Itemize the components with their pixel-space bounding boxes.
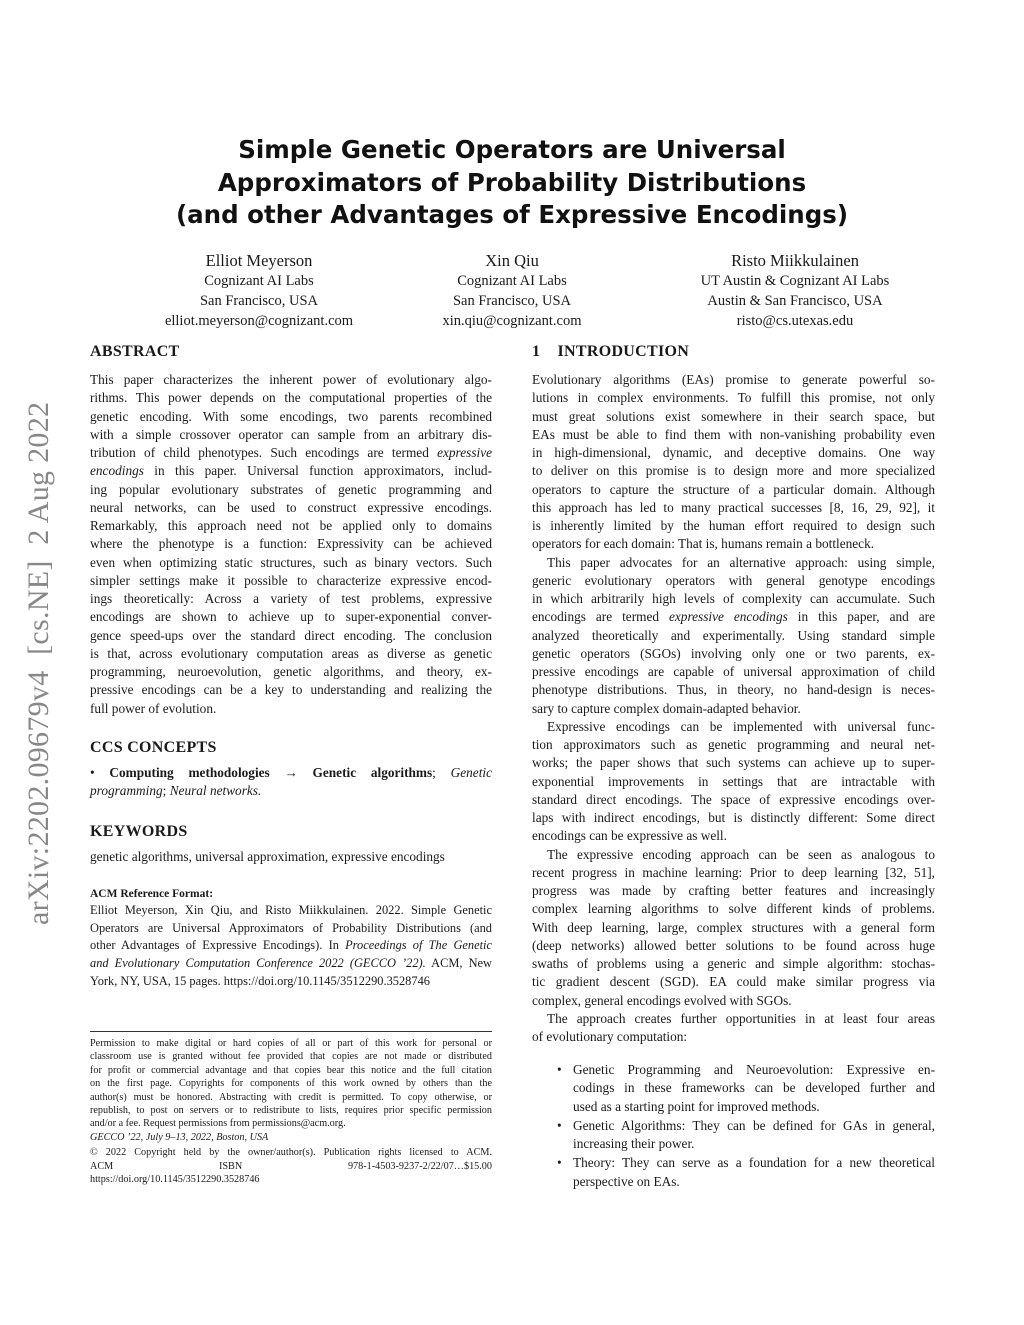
text-line: generic evolutionary operators with general genotype encodings	[532, 572, 935, 588]
text-line: laps with indirect encodings, but is distinctly different: Some direct	[532, 810, 935, 825]
abstract-body	[90, 371, 492, 718]
paragraph	[532, 554, 935, 718]
footnote	[90, 1037, 492, 1186]
text-line: on the first page. Copyrights for components of this work owned by others than the	[90, 1078, 492, 1090]
acm-reference-body	[90, 902, 492, 990]
title-line: Simple Genetic Operators are Universal	[238, 135, 786, 164]
text-line	[90, 444, 492, 462]
text-line: The expressive encoding approach can be seen as analogous to	[547, 846, 935, 862]
text-line: phenotype distributions. Thus, in theory, no hand-design is neces-	[532, 682, 935, 698]
text-line: York, NY, USA, 15 pages. https://doi.org/10.1145/3512290.3528746	[90, 973, 430, 988]
author-affiliation: UT Austin & Cognizant AI Labs	[700, 273, 890, 289]
text-line: for profit or commercial advantage and that copies bear this notice and the full citation	[90, 1064, 492, 1076]
text-segment: •	[90, 765, 110, 780]
paragraph	[532, 718, 935, 846]
text-line: codings in these frameworks can be developed further and	[573, 1080, 935, 1096]
acm-reference-heading: ACM Reference Format:	[90, 888, 214, 900]
text-line: and/or a fee. Request permissions from permissions@acm.org.	[90, 1118, 346, 1130]
text-line	[90, 955, 492, 973]
text-line: recent progress in machine learning: Prior to deep learning [32, 51],	[532, 864, 935, 880]
text-line: pressive encodings can be a key to understanding and realizing the	[90, 682, 492, 698]
text-line: encodings are shown to achieve up to super-exponential conver-	[90, 609, 492, 625]
contribution-list	[532, 1061, 935, 1192]
text-line: Evolutionary algorithms (EAs) promise to generate powerful so-	[532, 372, 935, 387]
conference-info: GECCO ’22, July 9–13, 2022, Boston, USA	[90, 1131, 269, 1143]
abstract-heading: ABSTRACT	[90, 343, 180, 360]
text-line: operators to capture the structure of a particular domain. Although	[532, 481, 935, 497]
author-email: xin.qiu@cognizant.com	[442, 313, 582, 329]
text-line: Operators are Universal Approximators of Probability Distributions (and	[90, 920, 492, 935]
text-segment: Computing methodologies → Genetic algorithms	[109, 765, 433, 780]
text-line: EAs must be able to find them with non-vanishing probability even	[532, 426, 935, 442]
text-segment: encodings are termed	[532, 609, 669, 625]
text-line: standard direct encodings. The space of expressive encodings over-	[532, 791, 935, 807]
paragraph	[532, 1010, 935, 1047]
text-line: ings theoretically: Across a variety of test problems, expressive	[90, 591, 492, 606]
text-line: tic gradient descent (SGD). EA could make similar progress via	[532, 974, 935, 990]
author-affiliation: Cognizant AI Labs	[457, 273, 567, 289]
text-line: even when optimizing static structures, such as binary vectors. Such	[90, 554, 492, 570]
ccs-body	[90, 764, 492, 801]
text-line: https://doi.org/10.1145/3512290.3528746	[90, 1173, 260, 1185]
text-line: (deep networks) allowed better solutions to be found across huge	[532, 937, 935, 953]
text-segment: expressive encodings	[669, 609, 788, 625]
text-segment: ;	[432, 765, 451, 780]
text-line: rithms. This power depends on the computational properties of the	[90, 390, 492, 406]
author-name: Xin Qiu	[485, 251, 539, 270]
text-line: in high-dimensional, dynamic, and deceptive domains. One way	[532, 445, 935, 460]
bullet-icon: •	[557, 1117, 562, 1133]
text-line: ing popular evolutionary substrates of genetic programming and	[90, 481, 492, 497]
text-line: complex, general encodings evolved with SGOs.	[532, 992, 792, 1008]
text-line: With deep learning, large, complex structures with a general form	[532, 919, 935, 935]
text-line: ACM ISBN 978-1-4503-9237-2/22/07…$15.00	[90, 1160, 492, 1172]
text-segment: ;	[162, 783, 170, 799]
text-line: must great solutions exist somewhere in their search space, but	[532, 408, 935, 424]
text-line	[90, 764, 492, 782]
text-line: This paper advocates for an alternative approach: using simple,	[547, 554, 935, 570]
author-name: Risto Miikkulainen	[731, 251, 859, 270]
keywords-text: genetic algorithms, universal approximation, expressive encodings	[90, 849, 445, 864]
text-line	[90, 782, 492, 800]
text-line: © 2022 Copyright held by the owner/author(s). Publication rights licensed to ACM.	[90, 1147, 492, 1159]
text-segment: in this paper, and are	[787, 609, 935, 625]
text-line: encodings can be expressive as well.	[532, 828, 727, 844]
text-line: Genetic Programming and Neuroevolution: Expressive en-	[573, 1062, 935, 1077]
text-line: genetic encoding. With some encodings, two parents recombined	[90, 408, 492, 424]
list-item	[532, 1154, 935, 1191]
text-line: swaths of problems using a generic and simple algorithm: stochas-	[532, 956, 935, 971]
text-line: progress was made by crafting better features and increasingly	[532, 883, 935, 898]
text-segment: programming	[90, 783, 163, 799]
author-email: risto@cs.utexas.edu	[736, 313, 854, 329]
text-segment: other Advantages of Expressive Encodings). In	[90, 938, 346, 953]
title-line: (and other Advantages of Expressive Encodings)	[175, 200, 849, 229]
list-item	[532, 1117, 935, 1154]
arxiv-stamp: arXiv:2202.09679v4 [cs.NE] 2 Aug 2022	[22, 401, 55, 925]
text-line: Theory: They can serve as a foundation for a new theoretical	[573, 1155, 935, 1171]
author-location: San Francisco, USA	[199, 293, 318, 309]
text-line: of evolutionary computation:	[532, 1029, 688, 1044]
text-line: exponential improvements in settings that are intractable with	[532, 773, 935, 789]
paragraph	[532, 371, 935, 554]
text-line: author(s) must be honored. Abstracting with credit is permitted. To copy otherwise, or	[90, 1091, 492, 1103]
author-email: elliot.meyerson@cognizant.com	[164, 313, 354, 329]
text-line: Expressive encodings can be implemented with universal func-	[547, 718, 935, 734]
footnote-divider	[90, 1031, 492, 1032]
text-line: republish, to post on servers or to redistribute to lists, requires prior specific permission	[90, 1104, 492, 1116]
text-line	[90, 937, 492, 955]
text-line: complex learning algorithms to solve different kinds of problems.	[532, 901, 935, 917]
text-line	[90, 462, 492, 480]
text-line: where the phenotype is a function: Expressivity can be achieved	[90, 536, 492, 552]
text-segment: ACM, New	[425, 956, 492, 971]
introduction-body	[532, 371, 935, 1046]
author-name: Elliot Meyerson	[205, 251, 313, 270]
text-line: Genetic Algorithms: They can be defined for GAs in general,	[573, 1117, 935, 1133]
text-line: is inherently limited by the human effort required to design such	[532, 518, 935, 533]
text-segment: and Evolutionary Computation Conference 2022 (GECCO ’22).	[90, 956, 426, 971]
text-line: in which arbitrarily high levels of complexity can accumulate. Such	[532, 591, 935, 606]
text-line: perspective on EAs.	[573, 1173, 680, 1189]
text-line: sary to capture complex domain-adapted behavior.	[532, 700, 801, 716]
permission-notice	[90, 1037, 492, 1131]
copyright-notice	[90, 1146, 492, 1186]
paper-title	[0, 134, 1024, 232]
text-line: The approach creates further opportunities in at least four areas	[547, 1010, 935, 1026]
text-segment: in this paper. Universal function approximators, includ-	[143, 463, 492, 479]
text-line: classroom use is granted without fee provided that copies are not made or distributed	[90, 1051, 492, 1063]
text-line: Elliot Meyerson, Xin Qiu, and Risto Miikkulainen. 2022. Simple Genetic	[90, 903, 492, 917]
ccs-heading: CCS CONCEPTS	[90, 739, 217, 756]
text-line: Remarkably, this approach need not be applied only to domains	[90, 518, 492, 533]
text-segment: Genetic	[450, 765, 492, 780]
author-location: Austin & San Francisco, USA	[707, 293, 883, 309]
text-line: analyzed theoretically and experimentally. Using standard simple	[532, 627, 935, 643]
bullet-icon: •	[557, 1062, 562, 1077]
introduction-heading: 1 INTRODUCTION	[532, 343, 690, 360]
text-line: Permission to make digital or hard copies of all or part of this work for personal or	[90, 1038, 492, 1049]
author-block	[645, 251, 945, 331]
text-segment: Neural networks.	[169, 783, 262, 799]
text-segment: tribution of child phenotypes. Such encodings are termed	[90, 445, 438, 460]
title-line: Approximators of Probability Distributions	[217, 167, 807, 197]
text-line: works; the paper shows that such systems can achieve up to super-	[532, 755, 935, 771]
author-affiliation: Cognizant AI Labs	[204, 273, 314, 289]
text-line	[532, 608, 935, 626]
text-line: this approach has led to many practical successes [8, 16, 29, 92], it	[532, 499, 935, 515]
keywords-heading: KEYWORDS	[90, 823, 188, 840]
text-line: used as a starting point for improved methods.	[573, 1098, 820, 1114]
text-line: is that, across evolutionary computation areas as diverse as genetic	[90, 645, 492, 661]
text-segment: encodings	[90, 463, 144, 479]
text-line: gence speed-ups over the standard direct encoding. The conclusion	[90, 627, 492, 643]
text-line: full power of evolution.	[90, 700, 217, 716]
text-line: lutions in complex environments. To fulfill this promise, not only	[532, 390, 935, 406]
text-segment: Proceedings of The Genetic	[345, 938, 492, 953]
author-block	[362, 251, 662, 331]
text-line: simpler settings make it possible to characterize expressive encod-	[90, 572, 492, 588]
list-item	[532, 1061, 935, 1116]
author-location: San Francisco, USA	[452, 293, 571, 309]
text-line: tion approximators such as genetic programming and neural net-	[532, 737, 935, 752]
text-line: with a simple crossover operator can sample from an arbitrary dis-	[90, 426, 492, 442]
text-line: operators for each domain: That is, humans remain a bottleneck.	[532, 536, 875, 552]
paragraph	[532, 846, 935, 1010]
text-line: to deliver on this promise is to design more and more specialized	[532, 463, 935, 479]
text-line: This paper characterizes the inherent power of evolutionary algo-	[90, 372, 492, 387]
text-segment: expressive	[437, 445, 492, 460]
text-line: programming, neuroevolution, genetic algorithms, and theory, ex-	[90, 664, 492, 679]
text-line: genetic operators (SGOs) involving only one or two parents, ex-	[532, 645, 935, 661]
text-line: neural networks, can be used to construct expressive encodings.	[90, 499, 492, 515]
text-line: pressive encodings are capable of universal approximation of child	[532, 664, 935, 679]
bullet-icon: •	[557, 1155, 562, 1171]
text-line: increasing their power.	[573, 1136, 695, 1151]
